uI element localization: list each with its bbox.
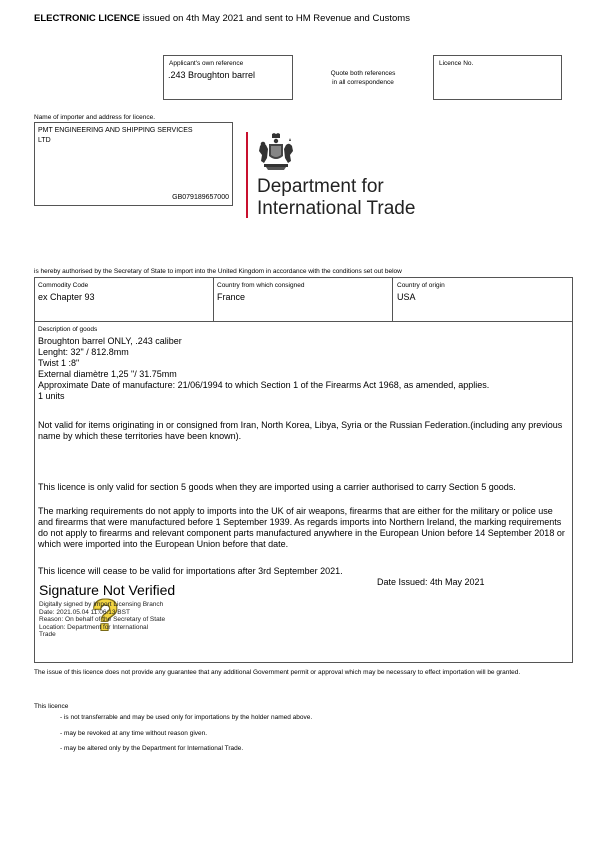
quote-note	[300, 69, 426, 87]
commodity-code-box	[34, 277, 214, 322]
goods-description-label: Description of goods	[38, 326, 98, 333]
licence-number-box	[433, 55, 562, 100]
goods-line: 1 units	[38, 391, 65, 401]
licence-condition: - may be revoked at any time without reason given.	[60, 730, 208, 737]
goods-line: Approximate Date of manufacture: 21/06/1994 to which Section 1 of the Firearms Act 1968, as amended, applies.	[38, 380, 490, 390]
signature-status: Signature Not Verified	[39, 582, 176, 598]
origin-country-box	[392, 277, 573, 322]
signature-line: Digitally signed by Import Licensing Branch	[39, 601, 164, 608]
licence-number-label: Licence No.	[439, 60, 474, 67]
dit-logo	[246, 130, 436, 222]
importer-label: Name of importer and address for licence.	[34, 114, 156, 121]
consigned-country-box	[213, 277, 393, 322]
royal-crest-icon	[256, 132, 296, 172]
quote-note-line1: Quote both references	[330, 70, 396, 77]
quote-note-line2: in all correspondence	[332, 79, 394, 86]
logo-red-bar	[246, 132, 248, 218]
origin-country-value: USA	[397, 292, 416, 302]
origin-country-label: Country of origin	[397, 282, 445, 289]
question-mark-icon: ?	[92, 591, 119, 640]
header-rest: issued on 4th May 2021 and sent to HM Revenue and Customs	[140, 13, 410, 24]
goods-line: Twist 1 :8"	[38, 358, 80, 368]
signature-line: Reason: On behalf of the Secretary of State	[39, 616, 166, 623]
importer-box	[34, 122, 233, 206]
goods-description-box	[34, 321, 573, 663]
consigned-country-value: France	[217, 292, 246, 302]
document-header	[34, 13, 410, 24]
importer-name-line2: LTD	[38, 137, 51, 144]
authorisation-text: is hereby authorised by the Secretary of State to import into the United Kingdom in accordance with the conditions set out below	[34, 268, 402, 275]
goods-line: External diamètre 1,25 "/ 31.75mm	[38, 369, 177, 379]
marking-paragraph: The marking requirements do not apply to imports into the UK of air weapons, firearms that are either for the military or police use and firearms that were manufactured before 1 September 1939. As regards imports into Northern Ireland, the marking requirements do not apply to firearms and relevant component parts manufactured anywhere in the European Union before 14 September 2018 or which were imported into the European Union before that date.	[38, 506, 565, 549]
signature-line: Trade	[39, 631, 56, 638]
this-licence-heading: This licence	[34, 703, 69, 710]
importer-eori: GB079189657000	[172, 194, 229, 201]
importer-name-line1: PMT ENGINEERING AND SHIPPING SERVICES	[38, 127, 193, 134]
consigned-country-label: Country from which consigned	[217, 282, 305, 289]
guarantee-note: The issue of this licence does not provide any guarantee that any additional Government permit or approval which may be necessary to effect importation will be granted.	[34, 669, 521, 676]
goods-line: Broughton barrel ONLY, .243 caliber	[38, 336, 182, 346]
section5-paragraph: This licence is only valid for section 5 goods when they are imported using a carrier authorised to carry Section 5 goods.	[38, 482, 516, 492]
applicant-reference-value: .243 Broughton barrel	[168, 70, 256, 80]
logo-line1: Department for	[257, 176, 384, 197]
licence-condition: - may be altered only by the Department for International Trade.	[60, 745, 244, 752]
expiry-paragraph: This licence will cease to be valid for importations after 3rd September 2021.	[38, 566, 343, 576]
commodity-code-value: ex Chapter 93	[38, 292, 95, 302]
applicant-reference-box	[163, 55, 293, 100]
digital-signature[interactable]	[39, 581, 199, 643]
signature-line: Location: Department for International	[39, 623, 149, 631]
importer-name	[38, 126, 193, 146]
logo-line2: International Trade	[257, 198, 416, 219]
commodity-code-label: Commodity Code	[38, 282, 89, 289]
date-issued: Date Issued: 4th May 2021	[377, 577, 485, 587]
goods-lines	[38, 336, 568, 402]
signature-details	[39, 601, 199, 639]
header-bold: ELECTRONIC LICENCE	[34, 13, 141, 24]
signature-line: Date: 2021.05.04 11:06:13 BST	[39, 608, 130, 616]
sanctions-paragraph: Not valid for items originating in or consigned from Iran, North Korea, Libya, Syria or the Russian Federation.(including any previous name by which these territories have been known).	[38, 420, 563, 441]
applicant-reference-label: Applicant's own reference	[169, 60, 244, 67]
goods-line: Lenght: 32" / 812.8mm	[38, 347, 129, 357]
licence-condition: - is not transferrable and may be used only for importations by the holder named above.	[60, 714, 313, 721]
